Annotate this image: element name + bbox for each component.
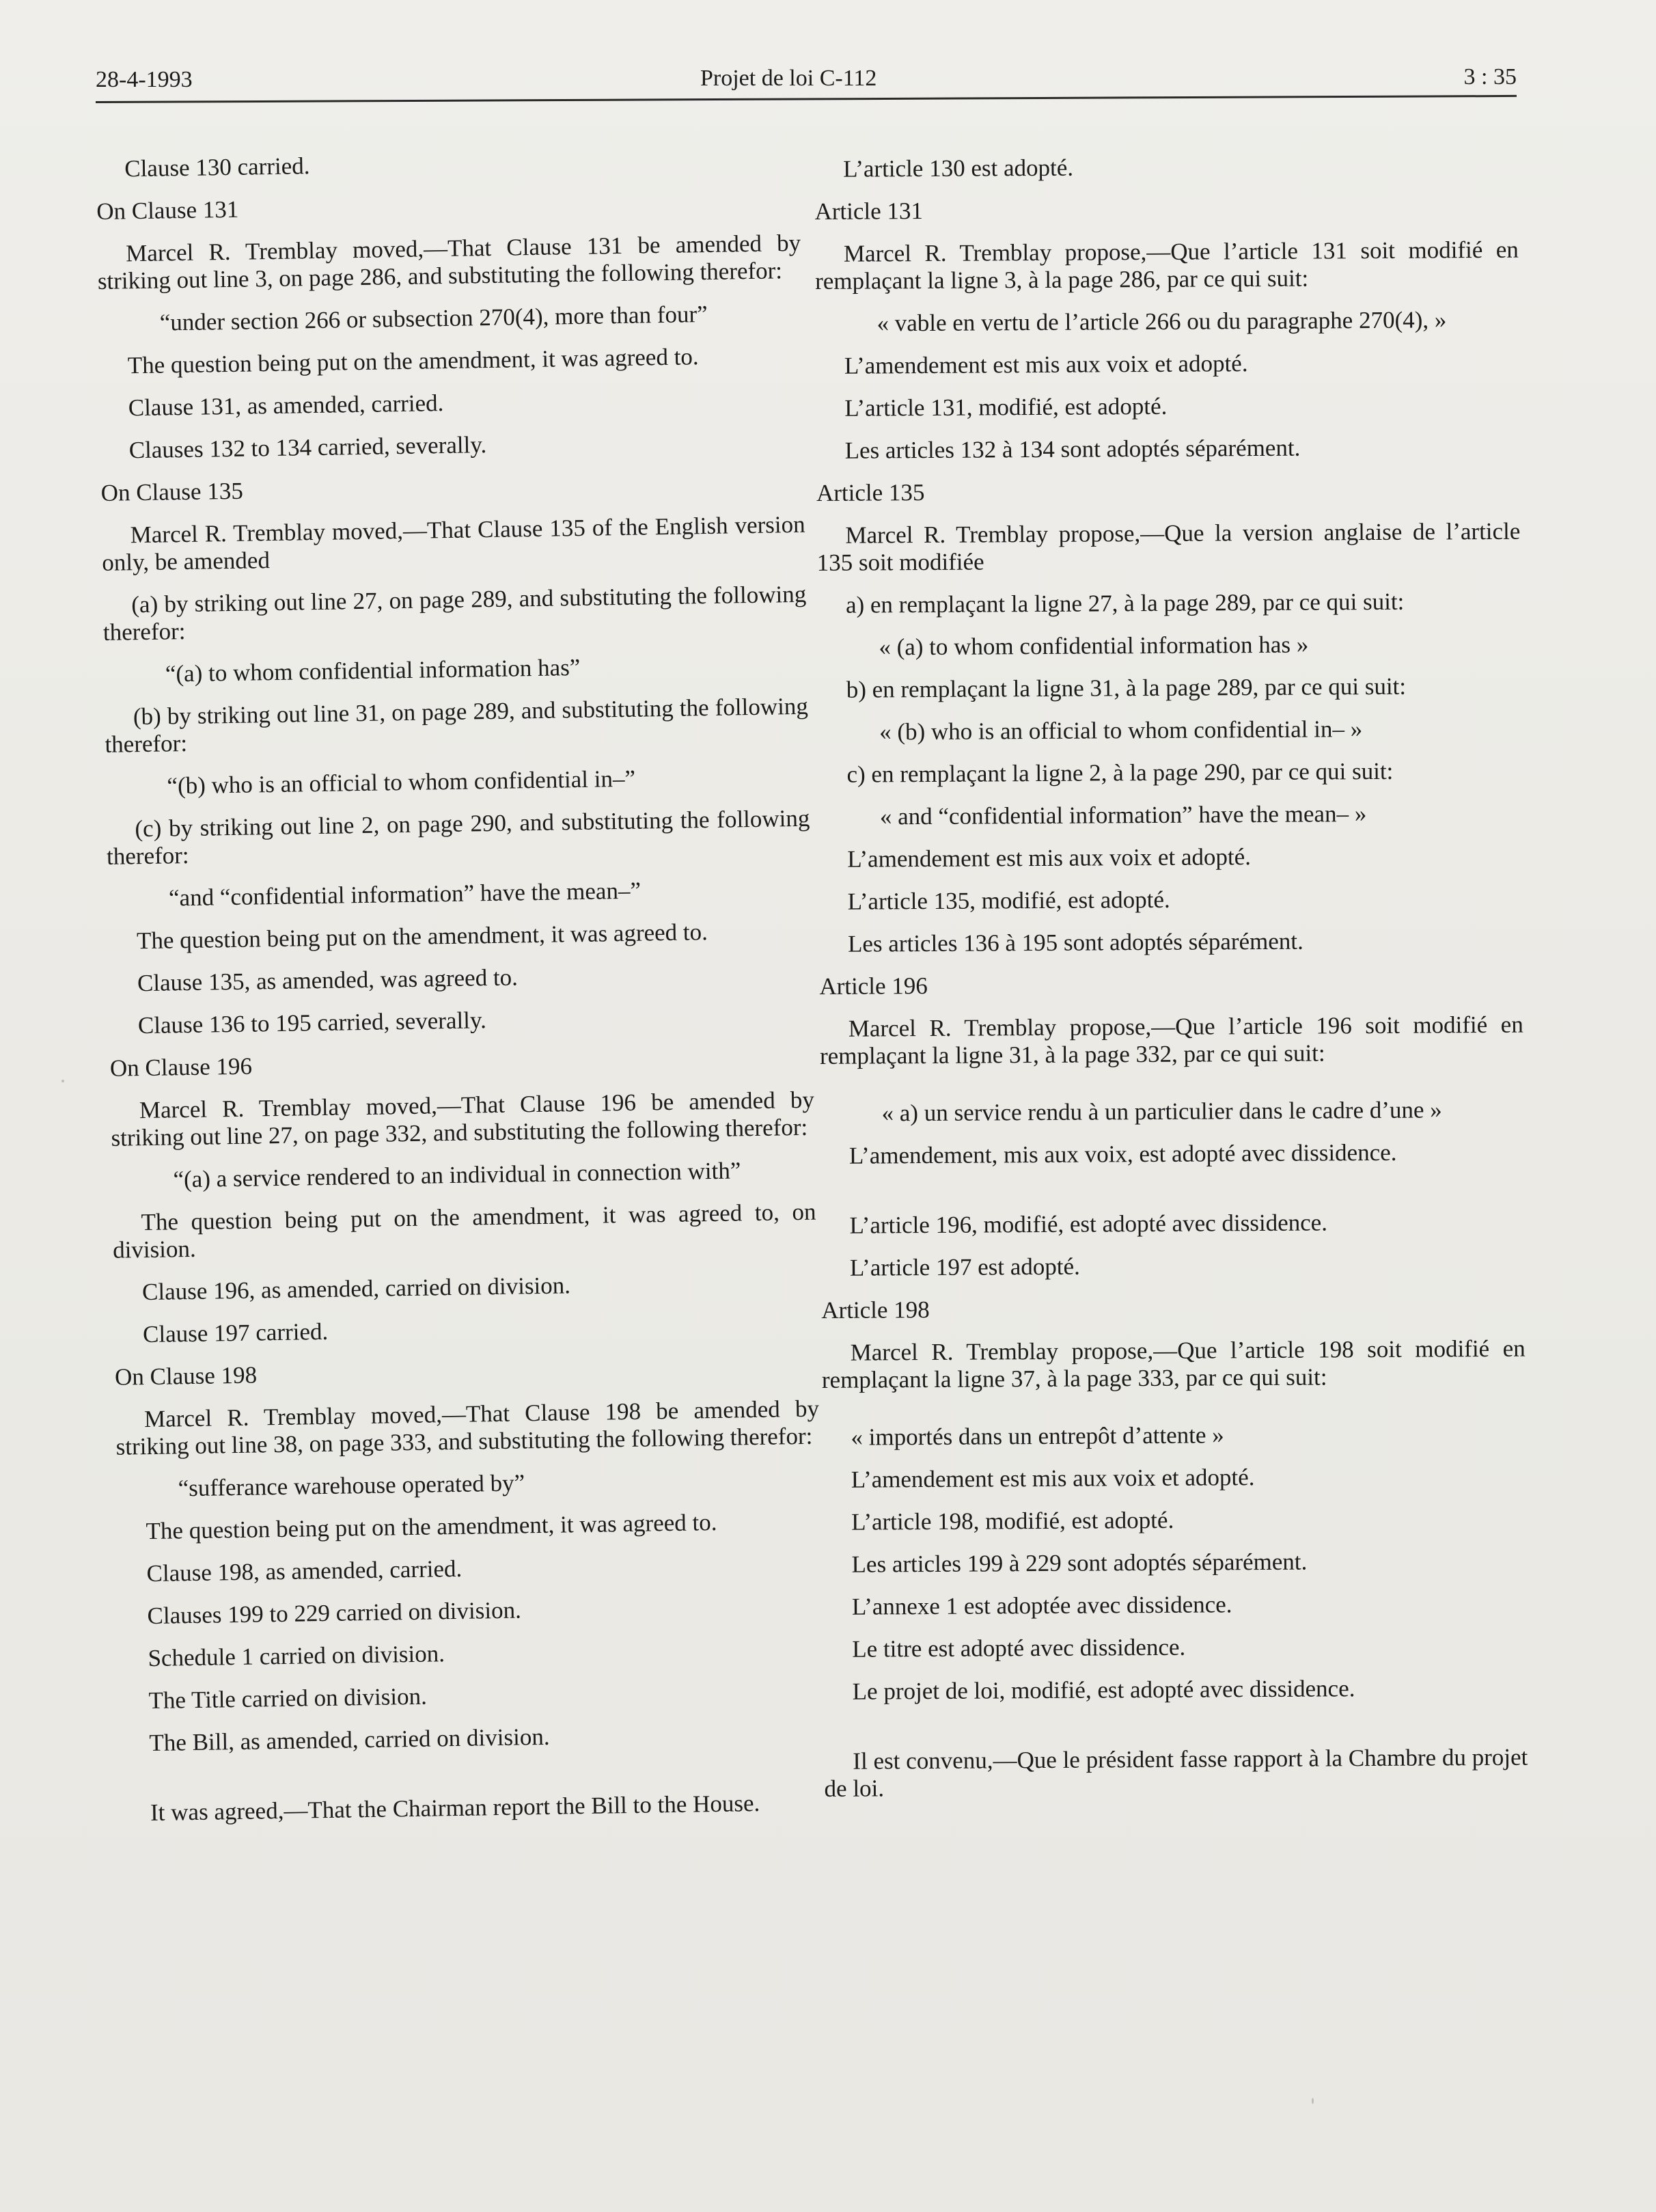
right-para: b) en remplaçant la ligne 31, à la page 289, par ce qui suit:: [846, 672, 1407, 703]
right-para: c) en remplaçant la ligne 2, à la page 290, par ce qui suit:: [846, 757, 1394, 788]
left-motion: Marcel R. Tremblay moved,—That Clause 135 of the English version only, be amended: [102, 510, 805, 576]
left-para: The question being put on the amendment, it was agreed to.: [146, 1508, 717, 1545]
right-conclusion: Il est convenu,—Que le président fasse rapport à la Chambre du projet de loi.: [824, 1743, 1528, 1802]
english-column: [96, 145, 826, 1842]
right-motion: Marcel R. Tremblay propose,—Que l’article 198 soit modifié en remplaçant la ligne 37, à la page 333, par ce qui suit:: [821, 1335, 1526, 1393]
paper-speck: [61, 1080, 64, 1082]
right-para: Les articles 199 à 229 sont adoptés séparément.: [851, 1548, 1308, 1578]
left-heading: On Clause 198: [114, 1361, 258, 1391]
right-heading: Article 198: [821, 1296, 930, 1324]
right-motion: Marcel R. Tremblay propose,—Que l’article 131 soit modifié en remplaçant la ligne 3, à la page 286, par ce qui suit:: [815, 236, 1519, 295]
right-para: L’article 135, modifié, est adopté.: [847, 886, 1170, 915]
left-para: Clauses 132 to 134 carried, severally.: [128, 431, 487, 464]
left-para: (b) by striking out line 31, on page 289, and substituting the following therefor:: [105, 692, 809, 758]
right-quote: « importés dans un entrepôt d’attente »: [851, 1421, 1224, 1451]
left-para: The question being put on the amendment, it was agreed to.: [136, 918, 708, 955]
left-quote: “sufferance warehouse operated by”: [178, 1469, 525, 1502]
right-para: a) en remplaçant la ligne 27, à la page 289, par ce qui suit:: [845, 588, 1405, 618]
paper-speck: [1312, 2098, 1314, 2104]
left-para: Clause 131, as amended, carried.: [128, 390, 444, 422]
left-quote: “(a) to whom confidential information has”: [165, 653, 581, 687]
right-para: Le titre est adopté avec dissidence.: [852, 1633, 1186, 1663]
left-motion: Marcel R. Tremblay moved,—That Clause 131 be amended by striking out line 3, on page 286, and substituting the following therefor:: [97, 229, 801, 295]
right-para: L’article 196, modifié, est adopté avec dissidence.: [849, 1209, 1328, 1239]
left-conclusion: It was agreed,—That the Chairman report the Bill to the House.: [150, 1790, 760, 1827]
left-para: Clause 197 carried.: [142, 1317, 329, 1348]
right-para: Les articles 136 à 195 sont adoptés séparément.: [847, 927, 1303, 957]
left-quote: “(b) who is an official to whom confidential in–”: [167, 765, 636, 800]
right-motion: Marcel R. Tremblay propose,—Que l’article 196 soit modifié en remplaçant la ligne 31, à la page 332, par ce qui suit:: [819, 1011, 1523, 1069]
right-heading: Article 135: [816, 479, 925, 506]
left-para: Clause 198, as amended, carried.: [146, 1555, 463, 1587]
left-para: (a) by striking out line 27, on page 289, and substituting the following therefor:: [102, 580, 807, 646]
left-para: Clauses 199 to 229 carried on division.: [147, 1596, 522, 1630]
left-para: Clause 135, as amended, was agreed to.: [137, 964, 519, 997]
right-quote: « and “confidential information” have the mean– »: [879, 800, 1367, 830]
header-date: 28-4-1993: [96, 67, 193, 92]
left-quote: “under section 266 or subsection 270(4), more than four”: [159, 300, 708, 336]
right-para: L’article 131, modifié, est adopté.: [844, 392, 1168, 422]
right-para: L’article 197 est adopté.: [849, 1253, 1080, 1281]
left-para: Clause 196, as amended, carried on division.: [141, 1272, 571, 1306]
right-heading: Article 196: [819, 972, 928, 1000]
left-para: The question being put on the amendment, it was agreed to.: [127, 343, 699, 379]
right-quote: « vable en vertu de l’article 266 ou du paragraphe 270(4), »: [877, 306, 1447, 337]
left-heading: On Clause 131: [96, 195, 239, 225]
right-quote: « (a) to whom confidential information has »: [879, 631, 1309, 661]
right-para: L’article 198, modifié, est adopté.: [851, 1506, 1174, 1535]
left-heading: On Clause 196: [109, 1052, 253, 1082]
left-para: Schedule 1 carried on division.: [148, 1640, 445, 1672]
right-quote: « (b) who is an official to whom confidential in– »: [879, 715, 1363, 746]
left-motion: Marcel R. Tremblay moved,—That Clause 198 be amended by striking out line 38, on page 333, and substituting the following therefor:: [115, 1395, 820, 1460]
left-heading: On Clause 135: [100, 477, 244, 506]
header-page-number: 3 : 35: [1463, 64, 1517, 90]
right-para: Le projet de loi, modifié, est adopté avec dissidence.: [852, 1675, 1355, 1705]
left-para: The Bill, as amended, carried on division.: [149, 1723, 550, 1757]
french-column: [814, 152, 1528, 1818]
left-quote: “and “confidential information” have the mean–”: [168, 877, 641, 912]
left-para: Clause 130 carried.: [124, 152, 310, 182]
right-para: L’amendement est mis aux voix et adopté.: [851, 1464, 1255, 1493]
right-para: L’article 130 est adopté.: [842, 154, 1074, 182]
right-para: L’amendement est mis aux voix et adopté.: [847, 843, 1252, 873]
left-para: The Title carried on division.: [148, 1682, 428, 1715]
left-motion: Marcel R. Tremblay moved,—That Clause 196 be amended by striking out line 27, on page 332, and substituting the following therefor:: [111, 1086, 815, 1151]
left-quote: “(a) a service rendered to an individual in connection with”: [173, 1157, 741, 1193]
left-para: The question being put on the amendment, it was agreed to, on division.: [112, 1198, 816, 1264]
header-title: Projet de loi C-112: [700, 66, 877, 91]
right-para: L’amendement, mis aux voix, est adopté avec dissidence.: [848, 1138, 1397, 1169]
left-para: (c) by striking out line 2, on page 290, and substituting the following therefor:: [106, 804, 810, 870]
left-para: Clause 136 to 195 carried, severally.: [137, 1007, 487, 1039]
right-quote: « a) un service rendu à un particulier dans le cadre d’une »: [881, 1096, 1442, 1127]
right-para: L’amendement est mis aux voix et adopté.: [844, 350, 1248, 379]
right-heading: Article 131: [814, 197, 924, 225]
right-motion: Marcel R. Tremblay propose,—Que la version anglaise de l’article 135 soit modifiée: [816, 517, 1521, 576]
right-para: L’annexe 1 est adoptée avec dissidence.: [851, 1591, 1232, 1620]
right-para: Les articles 132 à 134 sont adoptés séparément.: [844, 434, 1301, 464]
